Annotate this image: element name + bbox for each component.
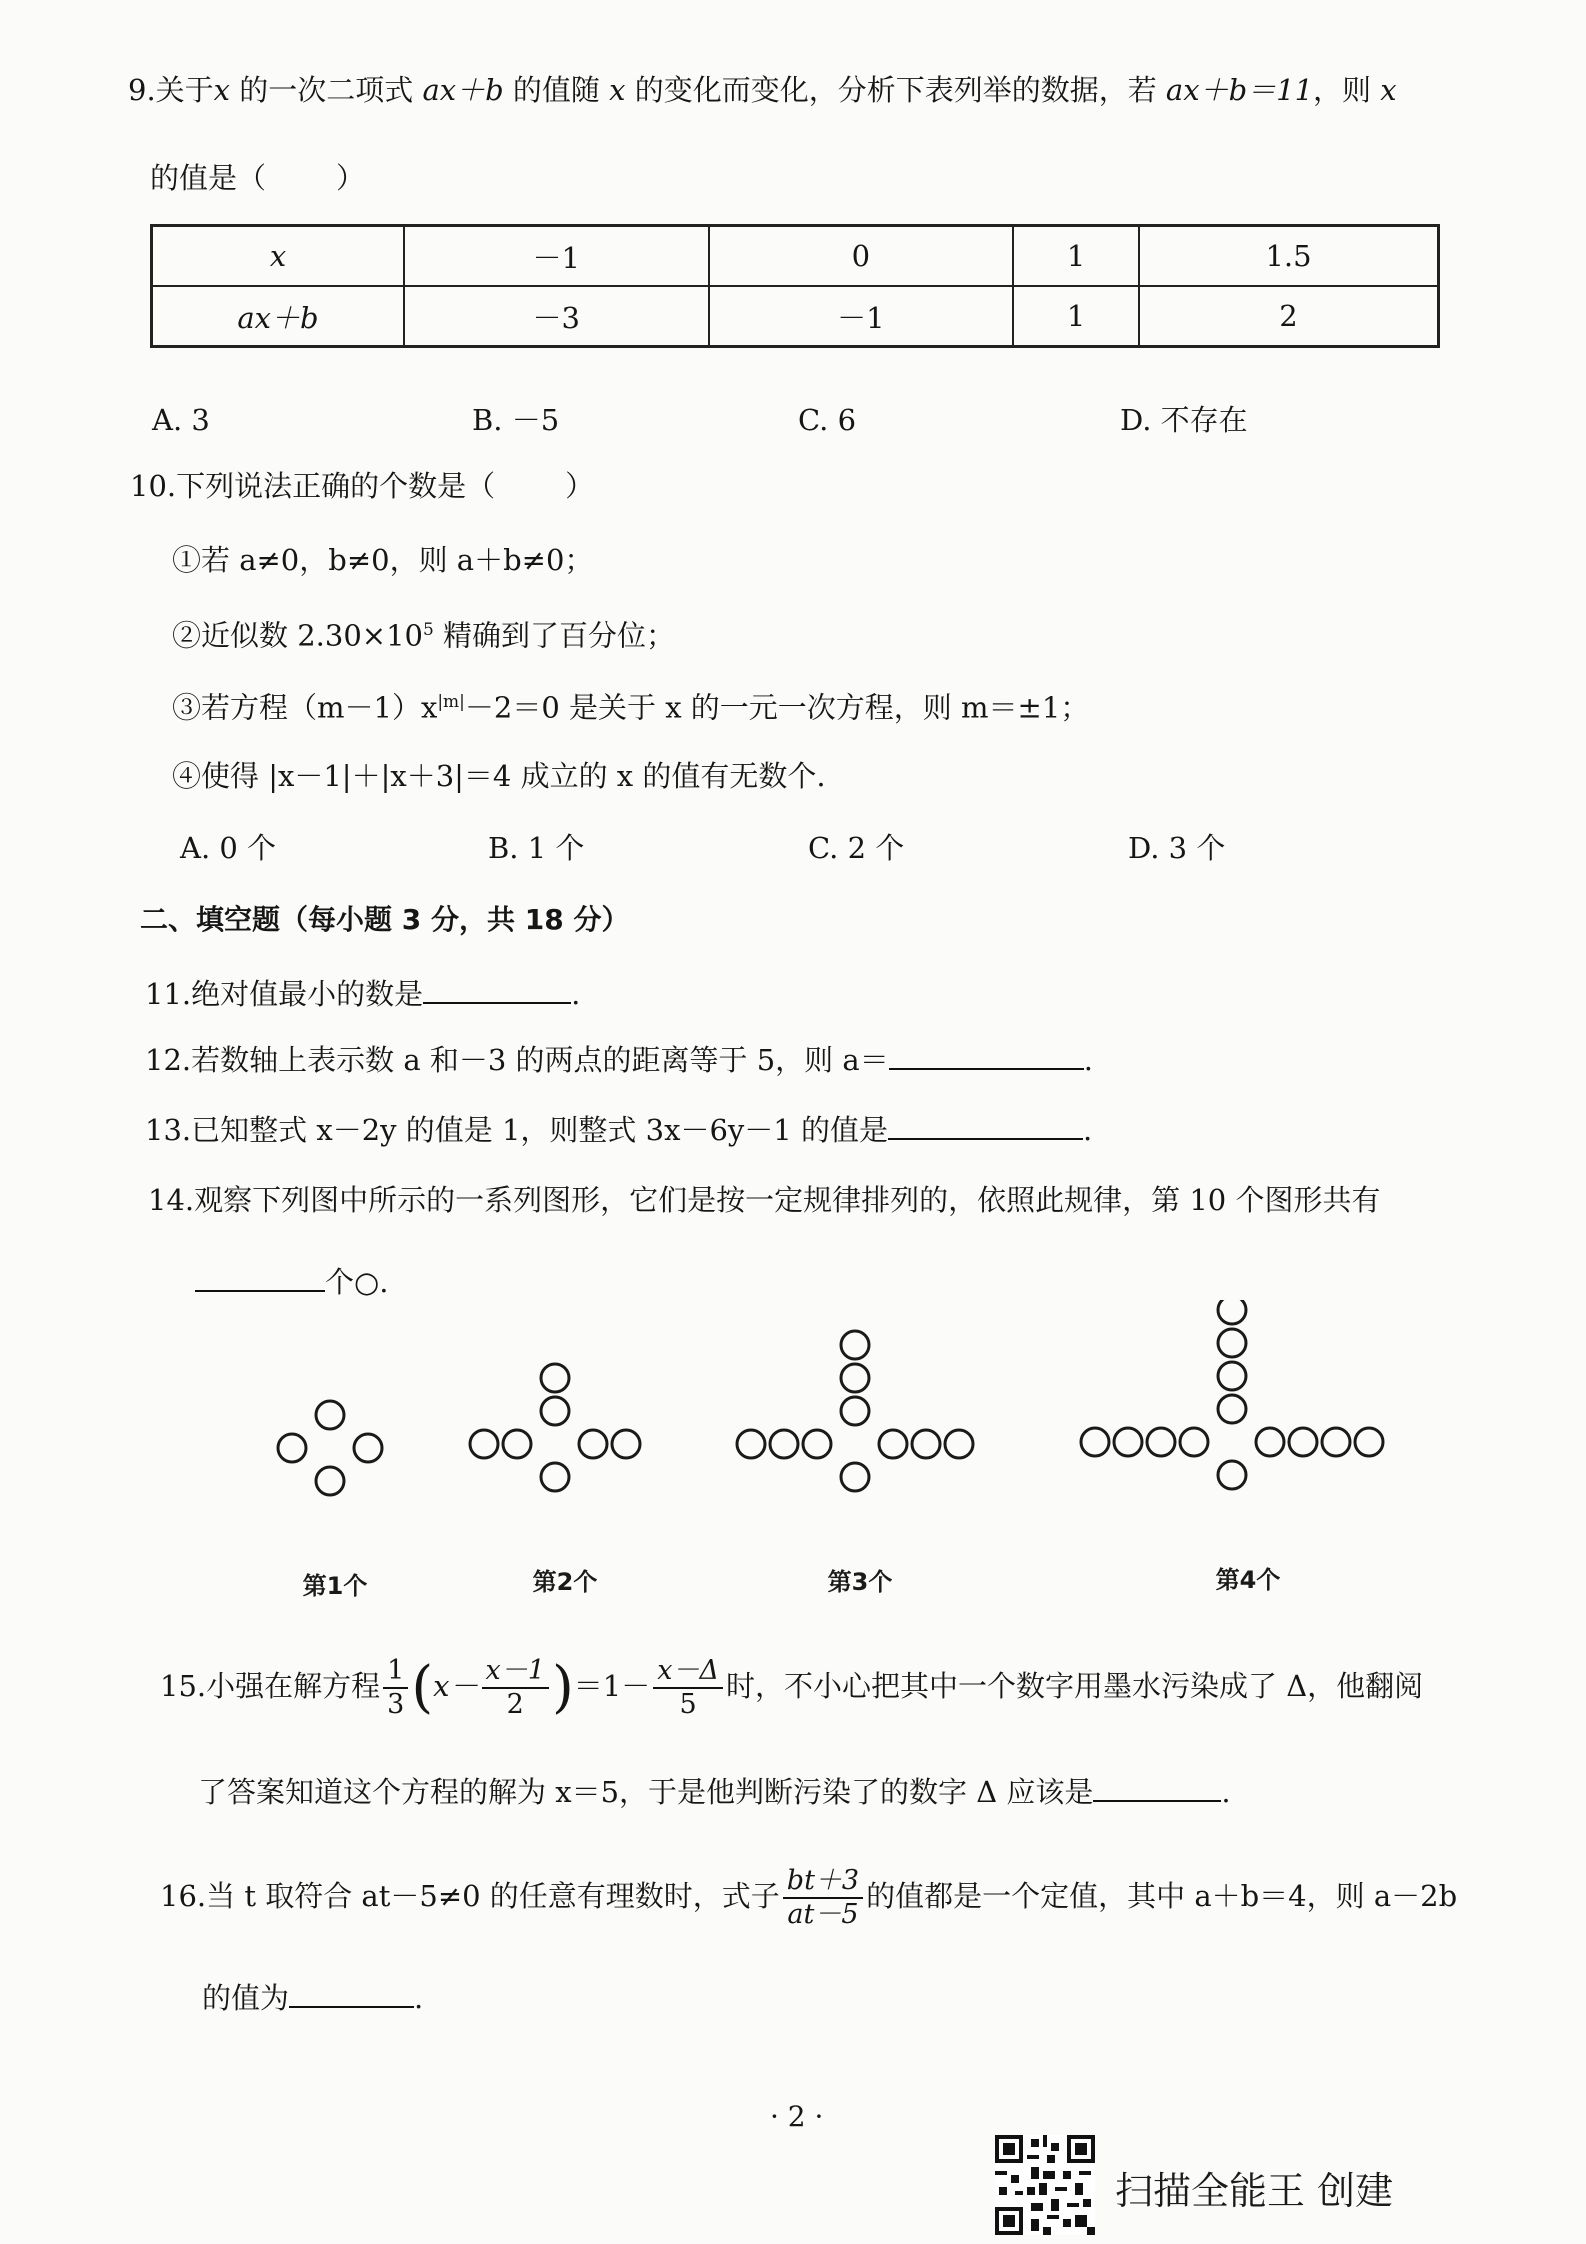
q10-option-a[interactable]: A. 0 个 — [180, 831, 277, 865]
q14-answer-blank[interactable] — [195, 1264, 325, 1292]
q9-option-b[interactable]: B. －5 — [472, 403, 560, 437]
pattern-circle — [541, 1463, 569, 1491]
figure-label-1: 第1个 — [302, 1572, 368, 1600]
fraction-one-third: $\frac{1}{3}$ — [383, 1655, 408, 1721]
pattern-circle — [803, 1430, 831, 1458]
q16-answer-blank[interactable] — [289, 1980, 414, 2008]
circle-figures — [278, 1300, 1383, 1495]
q16-stem: 16.当 t 取符合 at－5≠0 的任意有理数时，式子 $\frac{bt+3}{at-5}$ 的值都是一个定值，其中 a＋b＝4，则 a－2b — [160, 1865, 1458, 1930]
table-cell: 1 — [1013, 226, 1139, 287]
table-cell: x — [152, 226, 405, 287]
pattern-circle — [737, 1430, 765, 1458]
pattern-circle — [1322, 1428, 1350, 1456]
q10-option-b[interactable]: B. 1 个 — [488, 831, 585, 865]
pattern-circle — [316, 1401, 344, 1429]
q15-answer-blank[interactable] — [1093, 1774, 1221, 1802]
q14-circle-patterns — [0, 1300, 1586, 1620]
q13: 13.已知整式 x－2y 的值是 1，则整式 3x－6y－1 的值是 . — [145, 1113, 1093, 1147]
fraction-x-minus-1-over-2: $\frac{x-1}{2}$ — [482, 1655, 549, 1721]
q10-statement-3: ③若方程$(m-1)x^{|m|}-2=0$ 是关于 x 的一元一次方程，则 m＝±1； — [172, 690, 1090, 725]
pattern-circle — [579, 1430, 607, 1458]
q9-option-c[interactable]: C. 6 — [798, 403, 857, 437]
q14-stem: 14.观察下列图中所示的一系列图形，它们是按一定规律排列的，依照此规律，第 10 个图形共有 — [148, 1183, 1381, 1217]
table-cell: 2 — [1139, 286, 1438, 347]
figure-label-2: 第2个 — [532, 1568, 598, 1596]
q10-statement-4: ④使得 |x－1|＋|x＋3|＝4 成立的 x 的值有无数个. — [172, 759, 826, 793]
q10-option-c[interactable]: C. 2 个 — [808, 831, 905, 865]
q9-stem: 9.关于x 的一次二项式 ax＋b 的值随 x 的变化而变化，分析下表列举的数据，若 ax＋b＝11，则 x — [128, 73, 1397, 107]
table-cell: 1 — [1013, 286, 1139, 347]
pattern-circle — [503, 1430, 531, 1458]
scanner-watermark: 扫描全能王 创建 — [1115, 2169, 1394, 2213]
pattern-circle — [1289, 1428, 1317, 1456]
pattern-circle — [541, 1397, 569, 1425]
q12-answer-blank[interactable] — [889, 1042, 1084, 1070]
pattern-circle — [841, 1364, 869, 1392]
pattern-circle — [1218, 1461, 1246, 1489]
pattern-circle — [1218, 1395, 1246, 1423]
pattern-circle — [945, 1430, 973, 1458]
qr-code-icon — [995, 2135, 1095, 2235]
pattern-circle — [354, 1434, 382, 1462]
fraction-bt-plus-3-over-at-minus-5: $\frac{bt+3}{at-5}$ — [783, 1865, 863, 1931]
figure-label-4: 第4个 — [1215, 1566, 1281, 1594]
pattern-circle — [912, 1430, 940, 1458]
pattern-circle — [1218, 1300, 1246, 1324]
section-2-title: 二、填空题（每小题 3 分，共 18 分） — [140, 903, 630, 936]
pattern-circle — [1147, 1428, 1175, 1456]
table-cell: ax＋b — [152, 286, 405, 347]
q9-option-d[interactable]: D. 不存在 — [1120, 403, 1248, 437]
pattern-circle — [541, 1364, 569, 1392]
pattern-circle — [316, 1467, 344, 1495]
table-cell: －1 — [709, 286, 1014, 347]
q10-statement-1: ①若 a≠0，b≠0，则 a＋b≠0； — [172, 543, 594, 577]
q11-answer-blank[interactable] — [423, 976, 571, 1004]
figure-label-3: 第3个 — [827, 1568, 893, 1596]
q9-option-a[interactable]: A. 3 — [152, 403, 210, 437]
pattern-circle — [1114, 1428, 1142, 1456]
q16-line2: 的值为 . — [202, 1981, 424, 2015]
q15-stem: 15.小强在解方程 $\frac{1}{3}$ (x－ $\frac{x-1}{2}$ )＝1－ $\frac{x-\Delta}{5}$ 时，不小心把其中一个数字用墨水污染成了 Δ，他翻阅 — [160, 1655, 1424, 1720]
q12: 12.若数轴上表示数 a 和－3 的两点的距离等于 5，则 a＝ . — [145, 1043, 1093, 1077]
pattern-circle — [470, 1430, 498, 1458]
fraction-x-minus-delta-over-5: $\frac{x-\Delta}{5}$ — [653, 1655, 723, 1721]
pattern-circle — [770, 1430, 798, 1458]
pattern-circle — [879, 1430, 907, 1458]
q11: 11.绝对值最小的数是 . — [145, 977, 581, 1011]
pattern-circle — [1180, 1428, 1208, 1456]
pattern-circle — [278, 1434, 306, 1462]
pattern-circle — [841, 1331, 869, 1359]
table-cell: 0 — [709, 226, 1014, 287]
q13-answer-blank[interactable] — [888, 1112, 1083, 1140]
table-cell: －1 — [404, 226, 709, 287]
q15-line2: 了答案知道这个方程的解为 x＝5，于是他判断污染了的数字 Δ 应该是 . — [198, 1775, 1231, 1809]
pattern-circle — [841, 1397, 869, 1425]
pattern-circle — [1081, 1428, 1109, 1456]
q14-line2: 个○. — [195, 1262, 389, 1302]
pattern-circle — [612, 1430, 640, 1458]
q9-stem-line2: 的值是（ ） — [150, 161, 366, 195]
q10-statement-2: ②近似数 $2.30\times 10^5$ 精确到了百分位； — [172, 618, 676, 653]
q9-value-table — [150, 224, 1440, 348]
pattern-circle — [1218, 1362, 1246, 1390]
table-cell: －3 — [404, 286, 709, 347]
q10-stem: 10.下列说法正确的个数是（ ） — [130, 469, 595, 503]
pattern-circle — [1218, 1329, 1246, 1357]
table-row — [152, 226, 1439, 287]
pattern-circle — [1256, 1428, 1284, 1456]
q10-option-d[interactable]: D. 3 个 — [1128, 831, 1226, 865]
page-number: · 2 · — [770, 2100, 824, 2133]
table-cell: 1.5 — [1139, 226, 1438, 287]
pattern-circle — [841, 1463, 869, 1491]
table-row — [152, 286, 1439, 347]
pattern-circle — [1355, 1428, 1383, 1456]
